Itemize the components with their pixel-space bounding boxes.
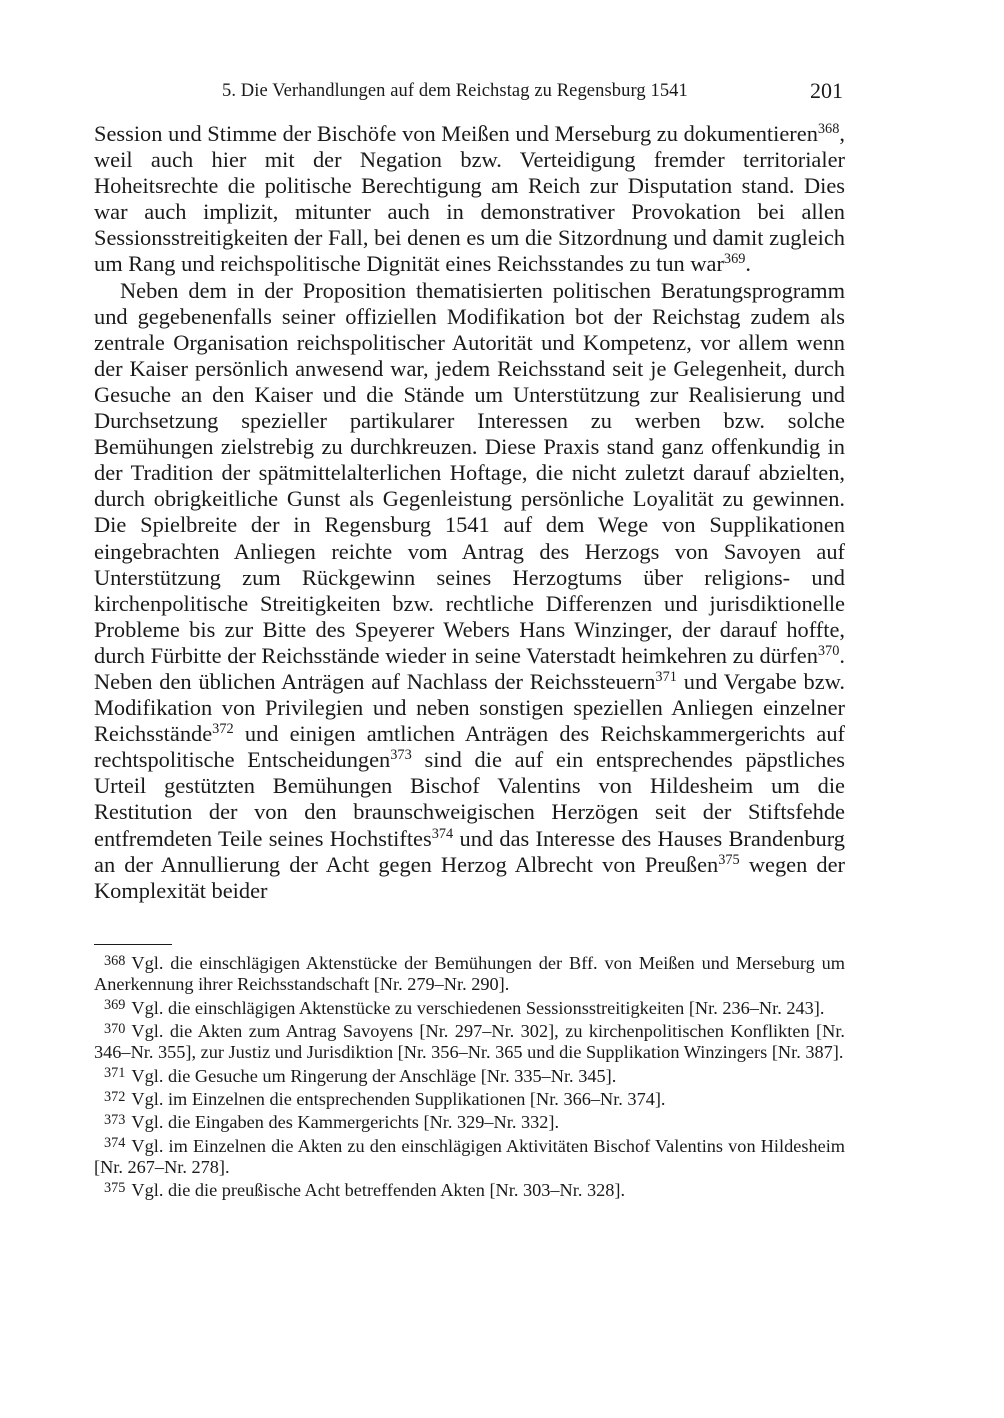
paragraph-text: . Neben den üblichen Anträgen auf Nachlass der Reichssteuern — [94, 642, 845, 694]
footnote-ref-371: 371 — [655, 669, 677, 686]
footnote-373 — [94, 1112, 845, 1133]
footnote-ref-370: 370 — [817, 643, 840, 659]
footnote-ref-372: 372 — [212, 721, 234, 738]
paragraph-text: Session und Stimme der Bischöfe von Meißen und Merseburg zu dokumentieren — [94, 121, 818, 146]
paragraph-1 — [94, 121, 845, 278]
footnote-text: Vgl. die Eingaben des Kammergerichts [Nr. 329–Nr. 332]. — [131, 1112, 560, 1133]
footnote-369 — [94, 998, 845, 1019]
paragraph-text: und Vergabe bzw. Modifikation von Privilegien und neben sonstigen speziellen Anliegen einzelner Reichsstände — [94, 668, 845, 747]
footnote-ref-373: 373 — [390, 747, 412, 764]
running-title: 5. Die Verhandlungen auf dem Reichstag zu Regensburg 1541 — [222, 81, 688, 101]
footnote-text: Vgl. im Einzelnen die entsprechenden Supplikationen [Nr. 366–Nr. 374]. — [131, 1088, 666, 1109]
footnote-374 — [94, 1136, 845, 1178]
footnote-375 — [94, 1180, 845, 1201]
main-text — [94, 121, 845, 904]
paragraph-text: sind die auf ein entsprechendes päpstliches Urteil gestützten Bemühungen Bischof Valentins von Hildesheim um die Restitution der von den braunschweigischen Herzögen seit der Stiftsfehde entfremdeten Teile seines Hochstiftes — [94, 747, 845, 851]
paragraph-text: und einigen amtlichen Anträgen des Reichskammergerichts auf rechtspolitische Entscheidungen — [94, 721, 845, 773]
footnote-number: 368 — [104, 952, 126, 969]
footnote-ref-375: 375 — [718, 851, 740, 868]
footnote-370 — [94, 1021, 845, 1063]
footnote-372 — [94, 1089, 845, 1110]
footnote-number: 371 — [104, 1065, 126, 1082]
paragraph-text: Neben dem in der Proposition thematisierten politischen Beratungsprogramm und gegebenenfalls seiner offiziellen Modifikation bot der Reichstag zudem als zentrale Organisation reichspolitischer Autorität und Kompetenz, vor allem wenn der Kaiser persönlich anwesend war, jedem Reichsstand seit je Gelegenheit, durch Gesuche an den Kaiser und die Stände um Unterstützung zur Realisierung und Durchsetzung spezieller partikularer Interessen zu werben bzw. solche Bemühungen zielstrebig zu durchkreuzen. Diese Praxis stand ganz offenkundig in der Tradition der spätmittelalterlichen Hoftage, die nicht zuletzt darauf abzielten, durch obrigkeitliche Gunst als Gegenleistung persönliche Loyalität zu gewinnen. Die Spielbreite der in Regensburg 1541 auf dem Wege von Supplikationen eingebrachten Anliegen reichte vom Antrag des Herzogs von Savoyen auf Unterstützung zum Rückgewinn seines Herzogtums über religions- und kirchenpolitische Streitigkeiten bzw. rechtliche Differenzen und jurisdiktionelle Probleme bis zur Bitte des Speyerer Webers Hans Winzinger, der darauf hoffte, durch Fürbitte der Reichsstände wieder in seine Vaterstadt heimkehren zu dürfen — [94, 277, 845, 668]
footnote-text: Vgl. die einschlägigen Aktenstücke der Bemühungen der Bff. von Meißen und Merseburg um Anerkennung ihrer Reichsstandschaft [Nr. 279–Nr. 290]. — [94, 953, 845, 995]
footnote-number: 374 — [104, 1135, 126, 1152]
paragraph-text: . — [745, 251, 752, 277]
paragraph-text: und das Interesse des Hauses Brandenburg an der Annullierung der Acht gegen Herzog Albrecht von Preußen — [94, 825, 845, 877]
footnotes — [94, 953, 845, 1204]
running-head — [94, 78, 845, 108]
footnote-number: 370 — [104, 1020, 126, 1037]
footnote-text: Vgl. die die preußische Acht betreffenden Akten [Nr. 303–Nr. 328]. — [131, 1180, 626, 1201]
paragraph-text: wegen der Komplexität beider — [94, 851, 845, 903]
footnote-text: Vgl. im Einzelnen die Akten zu den einschlägigen Aktivitäten Bischof Valentins von Hildesheim [Nr. 267–Nr. 278]. — [94, 1135, 845, 1177]
footnote-text: Vgl. die einschlägigen Aktenstücke zu verschiedenen Sessionsstreitigkeiten [Nr. 236–Nr. 243]. — [131, 997, 825, 1018]
paragraph-text: , weil auch hier mit der Negation bzw. Verteidigung fremder territorialer Hoheitsrechte die politische Berechtigung am Reich zur Disputation stand. Dies war auch implizit, mitunter auch in demonstrativer Provokation bei allen Sessionsstreitigkeiten der Fall, bei denen es um die Sitzordnung und damit zugleich um Rang und reichspolitische Dignität eines Reichsstandes zu tun war — [94, 121, 845, 277]
footnote-number: 375 — [104, 1180, 126, 1197]
footnote-number: 372 — [104, 1088, 126, 1105]
footnote-number: 373 — [104, 1112, 126, 1129]
footnote-371 — [94, 1066, 845, 1087]
footnote-separator — [94, 944, 172, 945]
footnote-368 — [94, 953, 845, 995]
page-number: 201 — [810, 78, 843, 103]
footnote-ref-374: 374 — [431, 825, 454, 842]
footnote-ref-368: 368 — [817, 121, 840, 138]
footnote-text: Vgl. die Akten zum Antrag Savoyens [Nr. 297–Nr. 302], zu kirchenpolitischen Konflikten [Nr. 346–Nr. 355], zur Justiz und Jurisdiktion [Nr. 356–Nr. 365 und die Supplikation Winzingers [Nr. 387]. — [94, 1020, 845, 1063]
footnote-ref-369: 369 — [723, 251, 746, 268]
paragraph-2 — [94, 278, 845, 904]
footnote-text: Vgl. die Gesuche um Ringerung der Anschläge [Nr. 335–Nr. 345]. — [131, 1065, 617, 1086]
footnote-number: 369 — [104, 997, 126, 1014]
